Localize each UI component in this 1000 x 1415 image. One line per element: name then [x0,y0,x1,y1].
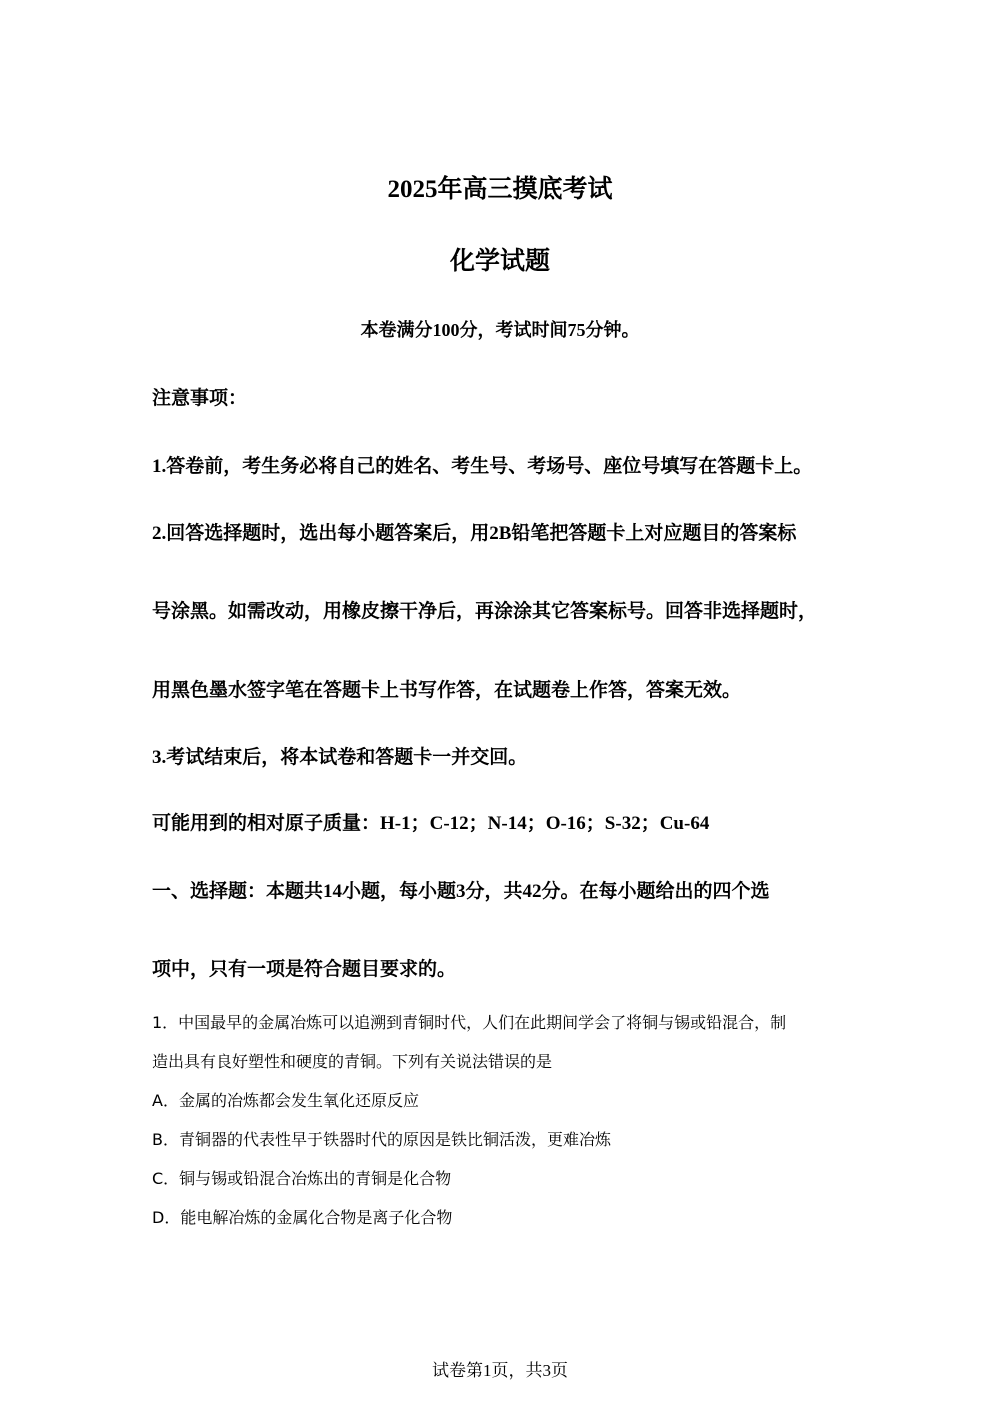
note-item-2-line-2: 号涂黑。如需改动，用橡皮擦干净后，再涂涂其它答案标号。回答非选择题时， [152,601,818,622]
subject-title: 化学试题 [449,248,550,275]
exam-title: 2025年高三摸底考试 [387,176,613,203]
question-1-option-b: B．青铜器的代表性早于铁器时代的原因是铁比铜活泼，更难冶炼 [152,1130,611,1149]
section-heading-line-1: 一、选择题：本题共14小题，每小题3分，共42分。在每小题给出的四个选 [152,881,770,902]
atomic-masses: 可能用到的相对原子质量：H-1；C-12；N-14；O-16；S-32；Cu-64 [152,813,710,834]
score-info: 本卷满分100分，考试时间75分钟。 [360,320,640,340]
note-item-2-line-1: 2.回答选择题时，选出每小题答案后，用2B铅笔把答题卡上对应题目的答案标 [152,523,797,544]
notes-heading: 注意事项： [152,388,248,409]
question-1-stem-line-2: 造出具有良好塑性和硬度的青铜。下列有关说法错误的是 [152,1052,553,1071]
page-footer: 试卷第1页，共3页 [432,1361,568,1380]
note-item-3: 3.考试结束后，将本试卷和答题卡一并交回。 [152,747,528,768]
note-item-1: 1.答卷前，考生务必将自己的姓名、考生号、考场号、座位号填写在答题卡上。 [152,456,813,477]
note-item-2-line-3: 用黑色墨水签字笔在答题卡上书写作答，在试题卷上作答，答案无效。 [152,680,742,701]
question-1-option-a: A．金属的冶炼都会发生氧化还原反应 [152,1091,419,1110]
section-heading-line-2: 项中，只有一项是符合题目要求的。 [152,959,457,980]
question-1-option-c: C．铜与锡或铅混合冶炼出的青铜是化合物 [152,1169,452,1188]
question-1-option-d: D．能电解冶炼的金属化合物是离子化合物 [152,1208,453,1227]
question-1-stem-line-1: 1．中国最早的金属冶炼可以追溯到青铜时代，人们在此期间学会了将铜与锡或铅混合，制 [152,1013,787,1032]
